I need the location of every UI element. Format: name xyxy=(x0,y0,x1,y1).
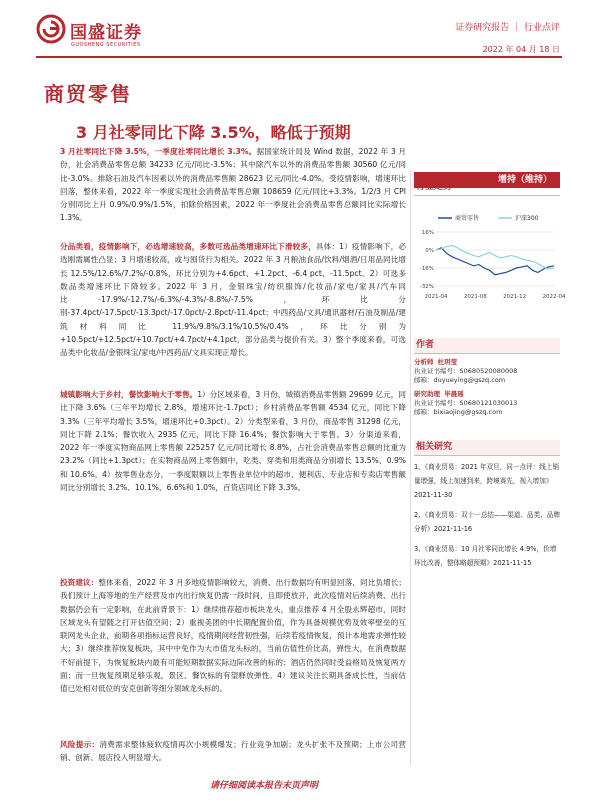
analyst-1 xyxy=(414,358,560,385)
paragraph-lead: 城镇影响大于乡村，餐饮影响大于零售。 xyxy=(60,390,198,399)
cert-label: 执业证书编号： xyxy=(414,399,460,407)
paragraph-4 xyxy=(60,576,406,696)
analyst-name: 杜玥莹 xyxy=(437,358,458,366)
paragraph-text: 具体：1）疫情影响下，必选刚需属性凸显；3 月增速较高，或与囤货行为相关。2022 年 3 月粮油食品/饮料/烟酒/日用品同比增长 12.5%/12.6%/7.2%/-0.8%，环比分别为+4.6pct、+1.2pct、-6.4 pct、-11.5pct。2）可选多数品类增速环比下降较多。2022 年 3 月，金银珠宝/纺织服饰/化妆品/家电/家具/汽车同比-17.9%/-12.7%/-6.3%/-4.3%/-8.8%/-7.5%，环比分别-37.4pct/-17.5pct/-13.3pct/-17.0pct/-2.8pct/-11.4pct；中西药品/文具/通讯器材/石油及制品/建筑材料同比 11.9%/9.8%/3.1%/10.5%/0.4%，环比分别为+10.5pct/+12.5pct/+10.7pct/+4.7pct/+4.1pct，部分品类与提价有关。3）整个季度来看，可选品类中化妆品/金银珠宝/家电/中西药品/文具实现正增长。 xyxy=(60,242,406,358)
y-tick-label: -16% xyxy=(419,266,434,272)
paragraph-2 xyxy=(60,240,406,360)
paragraph-1 xyxy=(60,145,406,225)
paragraph-5 xyxy=(60,738,406,765)
x-tick-label: 2021-12 xyxy=(503,294,527,300)
paragraph-lead: 分品类看，疫情影响下，必选增速较高，多数可选品类增速环比下滑较多， xyxy=(60,242,316,251)
analyst-role: 分析师 xyxy=(414,358,434,366)
report-type: 证券研究报告 ｜ 行业点评 xyxy=(455,23,560,33)
paragraph-lead: 3 月社零同比下降 3.5%，一季度社零同比增长 3.3%。 xyxy=(60,147,257,156)
y-tick-label: 16% xyxy=(421,230,434,236)
analyst-email[interactable]: duyueying@gszq.com xyxy=(433,376,506,384)
report-headline: 3 月社零同比下降 3.5%，略低于预期 xyxy=(76,123,351,142)
report-date: 2022 年 04 月 18 日 xyxy=(482,45,560,54)
header-divider xyxy=(36,56,562,58)
paragraph-lead: 风险提示： xyxy=(60,740,100,749)
y-tick-label: -32% xyxy=(419,284,434,290)
rating-badge: 增持（维持） xyxy=(414,172,560,188)
series-line-retail xyxy=(436,248,554,275)
y-tick-label: 0% xyxy=(425,248,434,254)
footer-disclaimer: 请仔细阅读本报告末页声明 xyxy=(210,781,319,791)
x-tick-label: 2022-04 xyxy=(542,294,566,300)
analyst-2 xyxy=(414,390,560,417)
legend-label: 沪深300 xyxy=(515,215,539,222)
analyst-email[interactable]: bixiaojing@gszq.com xyxy=(433,408,503,416)
sidebar-divider xyxy=(410,170,411,765)
paragraph-text: 整体来看，2022 年 3 月多地疫情影响较大，消费、出行数据均有明显回落，同比负增长；我们预计上海等地的生产经营及市内出行恢复仍需一段时间，且即使放开，此次疫情对后续消费、出行数据仍会有一定影响，在此前背景下：1）继续推荐超市板块龙头，重点推荐 4 月全股永辉超市，同时区域龙头有望随之打开估值空间；2）重视美团的中长期配置价值，作为具备规模优势及效率壁垒的互联网龙头企业，前期各项指标运营良好，疫情期间经营韧性强，后续若疫情恢复，预计本地需求弹性较大；3）继续推荐恢复板块，其中中免作为大市值龙头标的，当前估值性价比高，弹性大，在消费数据不好前提下，为恢复板块内最有可能短期数据实际边际改善的标的；酒店仍然同时受益格局及恢复两方面；而一旦恢复预期足够乐观，景区、餐饮标的有望释放弹性。4）建议关注长期具备成长性，当前估值已处相对低位的安克创新等细分领域龙头标的。 xyxy=(60,578,407,694)
paragraph-text: 据国家统计局及 Wind 数据，2022 年 3 月份，社会消费品零售总额 34233 亿元/同比-3.5%；其中除汽车以外的消费品零售额 30560 亿元/同比-3.0%。排除石油及汽车因素以外的消费品零售额 28623 亿元/同比-4.0%。受疫情影响，增速环比回落，整体来看，2022 年一季度实现社会消费品零售总额 108659 亿元/同比+3.3%。1/2/3 月 CPI 分别同比上升 0.9%/0.9%/1.5%，扣除价格因素，2022 年一季度社会消费品零售总额同比实际增长 1.3%。 xyxy=(60,147,406,223)
logo-subtext: GUOSHENG SECURITIES xyxy=(71,42,141,48)
trend-section-title: 行业走势 xyxy=(414,180,560,196)
paragraph-text: 1）分区域来看，3 月份，城镇消费品零售额 29699 亿元，同比下降 3.6%（三年平均增长 2.8%，增速环比-1.7pct）；乡村消费品零售额 4534 亿元，同比下降 3.3%（三年平均增长 3.5%，增速环比+0.3pct）。2）分类型来看，3 月份，商品零售 31298 亿元，同比下降 2.1%；餐饮收入 2935 亿元，同比下降 16.4%；餐饮影响大于零售。3）分渠道来看，2022 年一季度实物商品网上零售额 225257 亿元/同比增长 8.8%，占社会消费品零售总额的比重为 23.2%（同比+1.3pct）；在实物商品网上零售额中，吃类、穿类和用类商品分别增长 13.5%、0.9% 和 10.6%。4）按零售业态分，一季度限额以上零售业单位中的超市、便利店、专业店和专卖店零售额同比分别增长 3.2%、10.1%、6.6%和 1.0%，百货店同比下降 3.3%。 xyxy=(60,390,406,493)
related-research-list xyxy=(414,460,560,570)
email-label: 邮箱： xyxy=(414,408,434,416)
related-item[interactable]: 1、《商业贸易：2021 年双旦，同一点评：线上销量增强，线上加速到来，跨境赛先，视入增加》2021-11-30 xyxy=(414,463,560,499)
industry-title: 商贸零售 xyxy=(44,82,132,106)
cert-number: S0680121030013 xyxy=(459,399,518,407)
industry-trend-chart xyxy=(414,210,566,302)
paragraph-lead: 投资建议： xyxy=(60,578,99,587)
authors-section-title: 作者 xyxy=(414,338,560,354)
paragraph-text: 消费需求整体疲软疫情再次小规模爆发；行业竞争加剧；龙头扩张不及预期；上市公司营销、创新、展店投入明显增大。 xyxy=(60,740,407,763)
email-label: 邮箱： xyxy=(414,376,434,384)
analyst-name: 毕晨瑶 xyxy=(444,390,464,398)
cert-label: 执业证书编号： xyxy=(414,367,460,375)
related-item[interactable]: 2、《商业贸易：双十一总结——渠道、品类、品牌分析》2021-11-16 xyxy=(414,511,560,533)
logo-text: 国盛证券 xyxy=(70,23,142,43)
analyst-role: 研究助理 xyxy=(414,390,440,398)
x-tick-label: 2021-08 xyxy=(463,294,487,300)
cert-number: S0680520080008 xyxy=(459,367,518,375)
legend-label: 商贸零售 xyxy=(455,215,480,222)
x-tick-label: 2021-04 xyxy=(424,294,448,300)
company-logo xyxy=(36,14,160,56)
related-section-title: 相关研究 xyxy=(414,440,560,456)
paragraph-3 xyxy=(60,388,406,494)
related-item[interactable]: 3、《商业贸易：10 月社零同比增长 4.9%，价增环比改善，整体略超预期》2021-11-15 xyxy=(414,545,557,567)
logo-icon xyxy=(36,14,66,44)
